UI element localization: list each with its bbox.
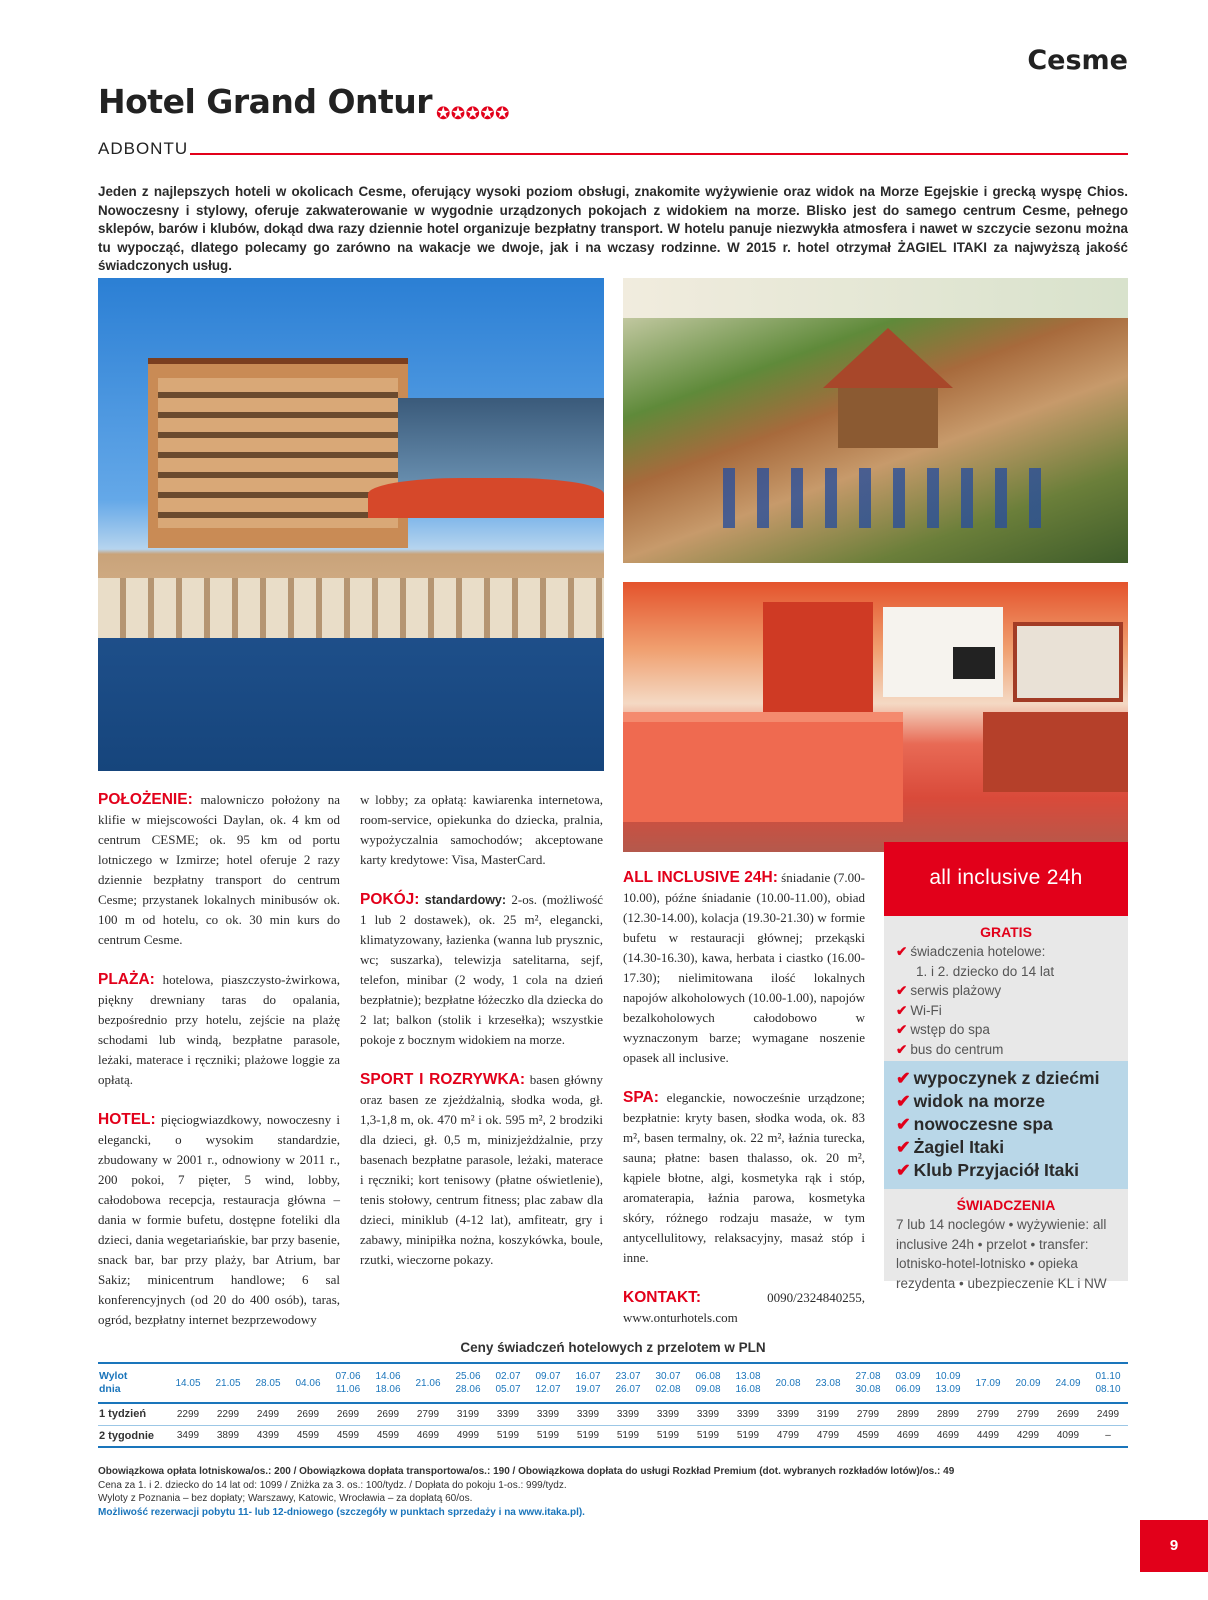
price-header-row [98,1363,1128,1403]
star-icon: ✪ [436,104,450,124]
price-cell: 3199 [448,1403,488,1425]
departure-date: 01.10 08.10 [1088,1363,1128,1403]
price-cell: 4699 [408,1425,448,1447]
departure-date: 09.07 12.07 [528,1363,568,1403]
pavilion-roof-shape [823,328,953,388]
price-cell: 4799 [808,1425,848,1447]
column-2 [360,790,603,1290]
price-cell: 2499 [1088,1403,1128,1425]
price-cell: 5199 [688,1425,728,1447]
departure-date: 16.07 19.07 [568,1363,608,1403]
star-icon: ✪ [495,104,509,124]
pavilion-shape [838,388,938,448]
column-1 [98,790,340,1350]
section-all-inclusive [623,868,865,1068]
departure-date: 20.09 [1008,1363,1048,1403]
checkmark-icon: ✔ [896,983,908,998]
swiadczenia-box [884,1189,1128,1291]
price-cell: 4599 [848,1425,888,1447]
sidebar-header: all inclusive 24h [884,842,1128,916]
departure-date: 17.09 [968,1363,1008,1403]
section-sport [360,1070,603,1270]
departure-date: 23.08 [808,1363,848,1403]
price-cell: 5199 [568,1425,608,1447]
price-cell: 5199 [488,1425,528,1447]
departure-date: 24.09 [1048,1363,1088,1403]
column-3 [623,868,865,1348]
departure-date: 13.08 16.08 [728,1363,768,1403]
tv-shape [953,647,995,679]
section-plaza [98,970,340,1090]
price-notes [98,1465,1128,1519]
section-pokoj [360,890,603,1050]
star-icon: ✪ [465,104,480,124]
feature-item: ✔ Klub Przyjaciół Itaki [896,1160,1079,1180]
note-line: Wyloty z Poznania – bez dopłaty; Warszawy, Katowic, Wrocławia – za dopłatą 60/os. [98,1493,473,1504]
departure-date: 07.06 11.06 [328,1363,368,1403]
gratis-item: ✔ świadczenia hotelowe: [896,944,1046,959]
price-cell: 5199 [608,1425,648,1447]
price-cell: 4799 [768,1425,808,1447]
price-cell: 3399 [688,1403,728,1425]
gratis-item: 1. i 2. dziecko do 14 lat [916,963,1055,979]
section-text: basen główny oraz basen ze zjeżdżalnią, słodka woda, gł. 1,3-1,8 m, ok. 470 m² i ok. 595 m², 2 brodziki dla dzieci, gł. 0,5 m, minizjeżdżalnie, przy basenach bezpłatne parasole, leżaki, materace i ręczniki; kort tenisowy (płatne oświetlenie), tenis stołowy, centrum fitness; plac zabaw dla dzieci, miniklub (4-12 lat), amfiteatr, gry i zabawy, minipiłka nożna, koszykówka, boule, rzutki, wieczorne pokazy. [360,1072,603,1267]
price-cell: 5199 [648,1425,688,1447]
price-row [98,1425,1128,1447]
price-cell: 4399 [248,1425,288,1447]
star-icon: ✪ [450,104,465,124]
price-cell: – [1088,1425,1128,1447]
departure-date: 21.05 [208,1363,248,1403]
price-table-title: Ceny świadczeń hotelowych z przelotem w PLN [460,1340,766,1355]
city-name: Cesme [1027,45,1128,76]
price-cell: 3399 [768,1403,808,1425]
feature-item: ✔ wypoczynek z dziećmi [896,1068,1100,1088]
price-cell: 3399 [608,1403,648,1425]
price-cell: 3199 [808,1403,848,1425]
departure-date: 23.07 26.07 [608,1363,648,1403]
departure-date: 21.06 [408,1363,448,1403]
features-box [884,1061,1128,1189]
price-cell: 3399 [568,1403,608,1425]
price-cell: 2799 [848,1403,888,1425]
departure-date: 28.05 [248,1363,288,1403]
hotel-code: ADBONTU [98,139,189,158]
skylight-shape [623,278,1128,318]
checkmark-icon: ✔ [896,1068,911,1088]
gratis-box [884,916,1128,1061]
checkmark-icon: ✔ [896,944,908,959]
price-cell: 4499 [968,1425,1008,1447]
price-cell: 2699 [1048,1403,1088,1425]
feature-item: ✔ nowoczesne spa [896,1114,1053,1134]
price-cell: 2899 [928,1403,968,1425]
price-cell: 3399 [488,1403,528,1425]
section-title: SPA: [623,1089,659,1106]
feature-item: ✔ widok na morze [896,1091,1045,1111]
mirror-shape [1013,622,1123,702]
price-cell: 4699 [928,1425,968,1447]
section-title: PLAŻA: [98,971,155,988]
checkmark-icon: ✔ [896,1114,911,1134]
sunbeds-shape [98,578,604,638]
section-kontakt [623,1288,865,1328]
page-number: 9 [1140,1520,1208,1572]
section-title: KONTAKT: [623,1289,702,1306]
section-text: hotelowa, piaszczysto-żwirkowa, piękny drewniany taras do opalania, bezpośrednio przy hotelu, zejście na plażę schodami lub windą, bezpłatne parasole, leżaki, materace i ręczniki; plażowe loggie za opłatą. [98,972,340,1087]
departure-date: 25.06 28.06 [448,1363,488,1403]
hotel-pool-photo [98,278,604,771]
price-cell: 4599 [368,1425,408,1447]
section-text: pięciogwiazdkowy, nowoczesny i elegancki, o wysokim standardzie, zbudowany w 2001 r., odnowiony w 2011 r., 200 pokoi, 7 pięter, 5 wind, lobby, całodobowa recepcja, restauracja główna – dania w formie bufetu, dostępne foteliki dla dzieci, dania wegetariańskie, bar przy basenie, snack bar, bar przy plaży, bar Atrium, bar Sakiz; minicentrum handlowe; 6 sal konferencyjnych (od 20 do 400 osób), taras, ogród, bezpłatny internet bezprzewodowy [98,1112,340,1327]
departure-date: 20.08 [768,1363,808,1403]
departure-label: Wylot dnia [98,1363,168,1403]
duration-label: 2 tygodnie [98,1425,168,1447]
section-polozenie [98,790,340,950]
price-cell: 3399 [648,1403,688,1425]
price-cell: 2299 [208,1403,248,1425]
section-text: śniadanie (7.00-10.00), późne śniadanie (10.00-11.00), obiad (12.30-14.00), kolacja (19.30-21.30) w formie bufetu w restauracji głównej; przekąski (14.30-16.30), kawa, herbata i ciastko (16.00-17.30); nielimitowana ilość lokalnych napojów alkoholowych (10.00-1.00), napojów bezalkoholowych całodobowo w wyznaczonym barze; wymagane noszenie opasek all inclusive. [623,870,865,1065]
note-line: Obowiązkowa opłata lotniskowa/os.: 200 / Obowiązkowa dopłata transportowa/os.: 190 / Obowiązkowa dopłata do usługi Rozkład Premium (dot. wybranych rozkładów lotów)/os.: 49 [98,1466,955,1477]
swiadczenia-title: ŚWIADCZENIA [956,1197,1056,1213]
section-title: SPORT I ROZRYWKA: [360,1071,526,1088]
checkmark-icon: ✔ [896,1041,908,1057]
departure-date: 04.06 [288,1363,328,1403]
price-cell: 3399 [528,1403,568,1425]
price-cell: 4099 [1048,1425,1088,1447]
intro-paragraph: Jeden z najlepszych hoteli w okolicach Cesme, oferujący wysoki poziom obsługi, znakomite wyżywienie oraz widok na Morze Egejskie i grecką wyspę Chios. Nowoczesny i stylowy, oferuje zakwaterowanie w wygodnie urządzonych pokojach z widokiem na morze. Blisko jest do samego centrum Cesme, pełnego sklepów, barów i klubów, dokąd dwa razy dziennie hotel organizuje bezpłatny transport. W hotelu panuje niezwykła atmosfera i nawet w szczycie sezonu można tu wypocząć, dlatego polecamy go zarówno na wakacje we dwoje, jak i na wczasy rodzinne. W 2015 r. hotel otrzymał ŻAGIEL ITAKI za najwyższą jakość świadczonych usług. [98,184,1128,273]
price-cell: 3499 [168,1425,208,1447]
room-type: standardowy: [424,893,507,907]
price-cell: 4699 [888,1425,928,1447]
section-hotel [98,1110,340,1330]
hotel-title [98,82,510,127]
departure-date: 06.08 09.08 [688,1363,728,1403]
price-cell: 2699 [368,1403,408,1425]
section-title: ALL INCLUSIVE 24H: [623,869,778,886]
price-cell: 2799 [408,1403,448,1425]
price-cell: 3899 [208,1425,248,1447]
price-cell: 3399 [728,1403,768,1425]
price-cell: 2799 [968,1403,1008,1425]
price-cell: 2699 [328,1403,368,1425]
section-text: malowniczo położony na klifie w miejscowości Daylan, ok. 4 km od centrum CESME; ok. 95 km od portu lotniczego w Izmirze; hotel oferuje 2 razy dziennie bezpłatny transport do centrum Cesme; przystanek lokalnych minibusów ok. 100 m od hotelu, co ok. 30 min kurs do centrum Cesme. [98,792,341,947]
checkmark-icon: ✔ [896,1091,911,1111]
checkmark-icon: ✔ [896,1002,908,1018]
star-icon: ✪ [480,104,495,124]
departure-date: 27.08 30.08 [848,1363,888,1403]
departure-date: 14.05 [168,1363,208,1403]
price-cell: 2499 [248,1403,288,1425]
section-hotel-continued: w lobby; za opłatą: kawiarenka internetowa, room-service, opiekunka do dziecka, pralnia, wypożyczalnia samochodów; akceptowane karty kredytowe: Visa, MasterCard. [360,792,603,867]
checkmark-icon: ✔ [896,1137,911,1157]
price-cell: 4599 [288,1425,328,1447]
duration-label: 1 tydzień [98,1403,168,1425]
price-cell: 2299 [168,1403,208,1425]
note-line: Możliwość rezerwacji pobytu 11- lub 12-dniowego (szczegóły w punktach sprzedaży i na www.itaka.pl). [98,1506,585,1518]
bed-shape [623,712,903,822]
departure-date: 02.07 05.07 [488,1363,528,1403]
price-cell: 5199 [528,1425,568,1447]
price-cell: 5199 [728,1425,768,1447]
price-row [98,1403,1128,1425]
departure-date: 10.09 13.09 [928,1363,968,1403]
chairs-shape [723,468,1043,528]
header-divider [190,153,1128,155]
hotel-room-photo [623,582,1128,852]
swiadczenia-text: 7 lub 14 noclegów • wyżywienie: all inclusive 24h • przelot • transfer: lotnisko-hotel-lotnisko • opieka rezydenta • ubezpieczenie KL i NW [896,1217,1107,1291]
price-table [98,1362,1128,1448]
section-spa [623,1088,865,1268]
departure-date: 03.09 06.09 [888,1363,928,1403]
checkmark-icon: ✔ [896,1022,908,1037]
offer-sidebar [884,842,1128,1291]
gratis-item: ✔ bus do centrum [896,1041,1004,1057]
section-text: 0090/2324840255, www.onturhotels.com [623,1290,865,1325]
atrium-photo [623,278,1128,563]
hotel-balconies-shape [158,378,398,528]
gratis-item: ✔ Wi-Fi [896,1002,942,1018]
note-line: Cena za 1. i 2. dziecko do 14 lat od: 1099 / Zniżka za 3. os.: 100/tydz. / Dopłata do pokoju 1-os.: 999/tydz. [98,1479,567,1491]
price-cell: 4999 [448,1425,488,1447]
curtain-shape [763,602,873,712]
gratis-title: GRATIS [980,924,1032,940]
checkmark-icon: ✔ [896,1160,911,1180]
parasols-shape [368,478,604,518]
departure-date: 14.06 18.06 [368,1363,408,1403]
price-cell: 4299 [1008,1425,1048,1447]
price-cell: 2699 [288,1403,328,1425]
hotel-name: Hotel Grand Ontur [98,82,433,121]
price-cell: 4599 [328,1425,368,1447]
section-text: 2-os. (możliwość 1 lub 2 dostawek), ok. 25 m², elegancki, klimatyzowany, łazienka (wanna lub prysznic, wc; suszarka), telewizja satelitarna, sejf, telefon, minibar (2 wody, 1 cola na dzień bezpłatnie); bezpłatne łóżeczko dla dziecka do 2 lat; balkon (stolik i krzesełka); wszystkie pokoje z bocznym widokiem na morze. [360,892,604,1047]
section-title: HOTEL: [98,1111,156,1128]
price-cell: 2799 [1008,1403,1048,1425]
star-rating [436,88,510,127]
price-cell: 2899 [888,1403,928,1425]
section-title: POŁOŻENIE: [98,791,193,808]
section-text: eleganckie, nowocześnie urządzone; bezpłatnie: kryty basen, słodka woda, ok. 83 m², basen termalny, ok. 22 m², łaźnia turecka, sauna; płatne: basen thalasso, ok. 20 m², kąpiele błotne, algi, kosmetyka rąk i stóp, aromaterapia, łaźnia parowa, kosmetyka skóry, różnego rodzaju masaże, w tym antycellulitowy, relaksacyjny, masaż stóp i inne. [623,1090,866,1265]
feature-item: ✔ Żagiel Itaki [896,1137,1005,1157]
section-title: POKÓJ: [360,891,420,908]
gratis-item: ✔ wstęp do spa [896,1022,990,1037]
gratis-item: ✔ serwis plażowy [896,983,1002,998]
departure-date: 30.07 02.08 [648,1363,688,1403]
desk-shape [983,712,1128,792]
